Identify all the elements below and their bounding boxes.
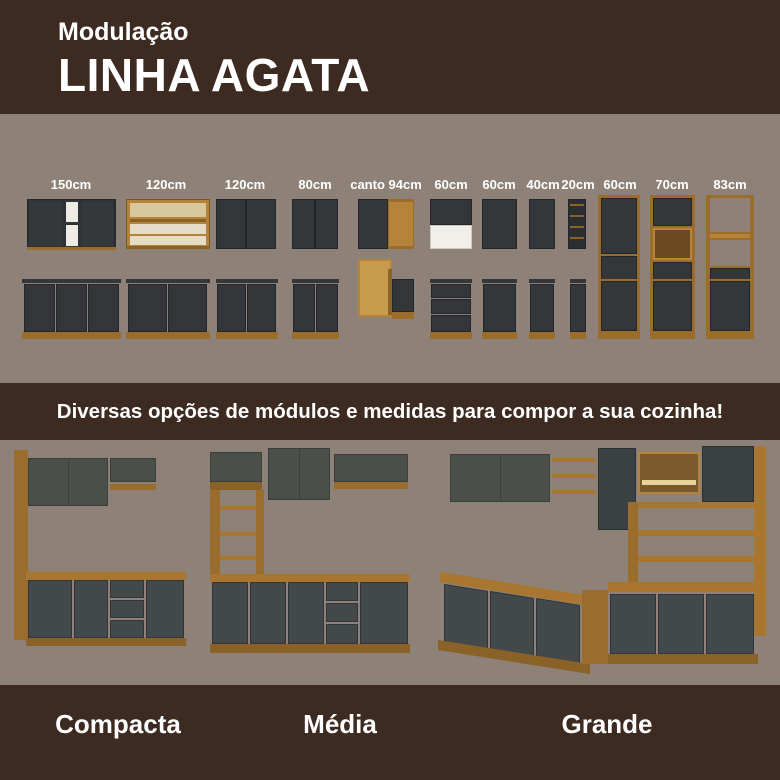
promo-banner-text: Diversas opções de módulos e medidas para compor a sua cozinha!: [56, 399, 724, 423]
size-label-20cm: 20cm: [561, 177, 595, 192]
modules-panel: [0, 114, 780, 383]
module-balcao-canto-94cm[interactable]: [358, 259, 414, 339]
module-aereo-canto-94cm[interactable]: [358, 199, 414, 249]
module-nicho-20cm[interactable]: [568, 199, 586, 249]
module-balcao-20cm[interactable]: [570, 279, 586, 339]
size-label-60cm-b: 60cm: [482, 177, 516, 192]
page-title: LINHA AGATA: [58, 49, 371, 101]
showcase-panel: [0, 440, 780, 685]
size-label-60cm-c: 60cm: [603, 177, 637, 192]
media-kitchen-render[interactable]: [210, 446, 415, 676]
module-balcao-60cm-gaveteiro[interactable]: [430, 279, 472, 339]
size-label-40cm: 40cm: [526, 177, 560, 192]
module-base-torre-70cm[interactable]: [650, 279, 695, 339]
size-label-70cm: 70cm: [655, 177, 689, 192]
size-label-120cm-a: 120cm: [145, 177, 187, 192]
module-base-torre-60cm[interactable]: [598, 279, 640, 339]
module-aereo-60cm-basculante[interactable]: [430, 199, 472, 249]
size-label-83cm: 83cm: [713, 177, 747, 192]
module-balcao-40cm[interactable]: [529, 279, 555, 339]
grande-kitchen-render[interactable]: [432, 444, 766, 679]
module-balcao-80cm[interactable]: [292, 279, 339, 339]
page-footer: [0, 685, 780, 780]
size-label-150cm-a: 150cm: [50, 177, 92, 192]
size-label-80cm: 80cm: [298, 177, 332, 192]
module-balcao-120cm-a[interactable]: [126, 279, 210, 339]
promo-banner: [0, 383, 780, 440]
module-base-torre-83cm[interactable]: [706, 279, 754, 339]
module-aereo-40cm[interactable]: [529, 199, 555, 249]
module-balcao-60cm[interactable]: [482, 279, 517, 339]
page-header: [0, 0, 780, 114]
module-aereo-120cm-vidro[interactable]: [126, 199, 210, 249]
module-balcao-150cm[interactable]: [22, 279, 121, 339]
module-aereo-80cm[interactable]: [292, 199, 338, 249]
module-balcao-120cm-b[interactable]: [216, 279, 278, 339]
footer-label-compacta: Compacta: [55, 709, 181, 739]
size-label-60cm-a: 60cm: [434, 177, 468, 192]
module-aereo-150cm[interactable]: [27, 199, 116, 249]
size-label-row: [0, 177, 780, 197]
module-aereo-60cm[interactable]: [482, 199, 517, 249]
module-row-bottom: [0, 279, 780, 359]
module-aereo-120cm[interactable]: [216, 199, 276, 249]
compacta-kitchen-render[interactable]: [14, 450, 199, 675]
header-subtitle: Modulação: [58, 18, 189, 46]
size-label-canto-94cm: canto 94cm: [350, 177, 422, 192]
size-label-120cm-b: 120cm: [224, 177, 266, 192]
footer-label-media: Média: [303, 709, 377, 739]
footer-label-grande: Grande: [561, 709, 653, 739]
